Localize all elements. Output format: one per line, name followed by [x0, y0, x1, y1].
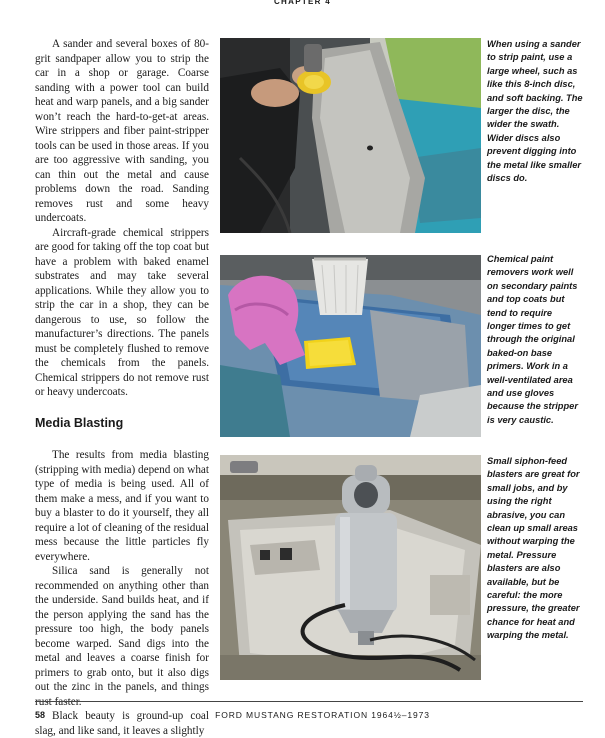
paragraph: Black beauty is ground-up coal slag, and like sand, it leaves a slightly — [35, 710, 209, 737]
caption-blaster: Small siphon-feed blasters are great for small jobs, and by using the right abrasive, you can clean up small areas without warping the metal. Pressure blasters are also available, but be careful: the more pressure, the greater chance for heat and warping the metal. — [487, 456, 580, 641]
paragraph: The results from media blasting (stripping with media) depend on what type of media is being used. All of them make a mess, and if you want to buy a blaster to do it yourself, they all require a lot of cleaning of the residual mess because the little particles fly everywhere. — [35, 449, 209, 563]
caption-chemical: Chemical paint removers work well on secondary paints and top coats but tend to require longer times to get through the original baked-on base primers. Work in a well-ventilated area and use gloves because the stripper is very caustic. — [487, 254, 578, 425]
paragraph: Silica sand is generally not recommended on anything other than the underside. Sand builds heat, and if the person applying the sand has the pressure too high, the body panels become warped. Sand digs into the metal and leaves a coarse finish for primers to grab onto, but it also digs out the zinc in the panels, and things rust faster. — [35, 565, 209, 708]
photo-chemical-stripping — [220, 255, 481, 437]
caption-sanding: When using a sander to strip paint, use a large wheel, such as like this 8-inch disc, and soft backing. The larger the disc, the wider the swath. Wider discs also prevent digging into the metal like smaller discs do. — [487, 39, 583, 184]
page-number: 58 — [35, 710, 46, 720]
photo-siphon-blaster — [220, 455, 481, 680]
body-text-column — [35, 37, 209, 738]
book-title-footer: FORD MUSTANG RESTORATION 1964½–1973 — [215, 710, 430, 720]
section-heading: Media Blasting — [35, 415, 124, 430]
paragraph: Aircraft-grade chemical strippers are good for taking off the top coat but have a problem with baked enamel substrates and may take several applications. While they allow you to strip the car in a shop, they can be dangerous to use, so follow the manufacturer’s directions. The panels must be completely flushed to remove the chemicals from the panels. Chemical strippers do not remove rust or heavy undercoats. — [35, 226, 209, 398]
paragraph: A sander and several boxes of 80-grit sandpaper allow you to strip the car in a shop or garage. Coarse sanding with a power tool can build heat and warp panels, and a big sander won’t reach the hard-to-get-at areas. Wire strippers and fiber paint-stripper tools can be used in those areas. If you are too aggressive with sanding, you can thin out the metal and cause problems down the road. Sanding removes rust and some heavy undercoats. — [35, 38, 209, 224]
footer-rule — [35, 701, 583, 702]
photo-sanding-panel — [220, 38, 481, 233]
chapter-header: CHAPTER 4 — [273, 0, 332, 6]
